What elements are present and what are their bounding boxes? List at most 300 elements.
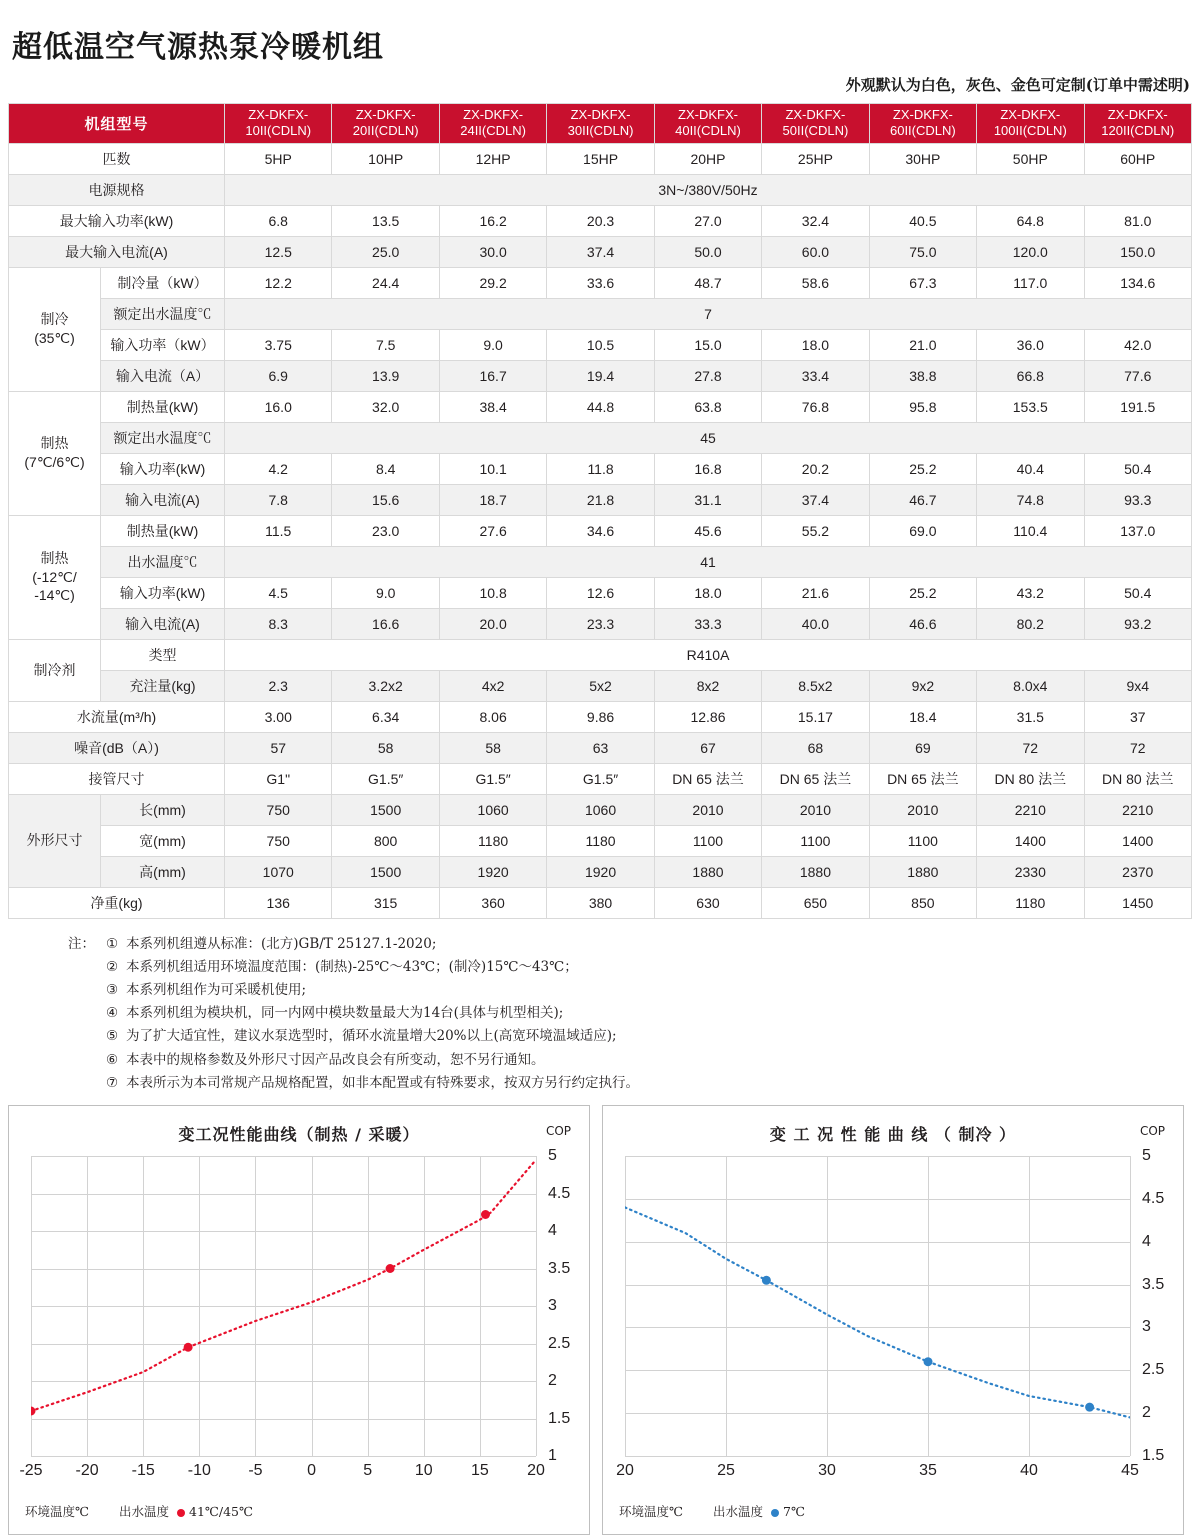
y-tick-label: 2.5 — [548, 1334, 571, 1352]
y-tick-label: 1.5 — [1142, 1447, 1165, 1465]
row-value: DN 65 法兰 — [869, 763, 976, 794]
row-value: 43.2 — [977, 577, 1084, 608]
row-value: 10HP — [332, 143, 439, 174]
table-row — [9, 143, 1192, 174]
table-row — [9, 515, 1192, 546]
row-value: 12HP — [439, 143, 546, 174]
chart-cooling — [602, 1105, 1184, 1535]
row-value: 95.8 — [869, 391, 976, 422]
row-value: DN 80 法兰 — [977, 763, 1084, 794]
row-label: 匹数 — [9, 143, 225, 174]
row-label: 输入电流(A) — [101, 608, 225, 639]
group-label: 制热 (-12℃/ -14℃) — [9, 515, 101, 639]
table-row — [9, 887, 1192, 918]
row-value: 12.5 — [225, 236, 332, 267]
x-tick-label: 15 — [470, 1462, 489, 1480]
y-tick-label: 4 — [1142, 1232, 1151, 1250]
page-subtitle: 外观默认为白色，灰色、金色可定制(订单中需述明) — [845, 76, 1190, 94]
data-point-marker — [386, 1264, 395, 1273]
row-value: 11.5 — [225, 515, 332, 546]
row-value: 12.2 — [225, 267, 332, 298]
row-value: 8.4 — [332, 453, 439, 484]
chart-cooling-xlabel: 环境温度℃ — [619, 1504, 683, 1520]
chart-cooling-footer — [619, 1502, 805, 1520]
spec-sheet-page — [0, 22, 1200, 1520]
table-row — [9, 267, 1192, 298]
y-tick-label: 5 — [1142, 1147, 1151, 1165]
model-name: ZX-DKFX- 30II(CDLN) — [547, 104, 654, 144]
row-value: 50.4 — [1084, 453, 1191, 484]
row-label: 类型 — [101, 639, 225, 670]
row-value: 2210 — [977, 794, 1084, 825]
note-item — [68, 1002, 1192, 1025]
note-lead — [68, 979, 106, 1002]
row-value: DN 65 法兰 — [654, 763, 761, 794]
row-value: 32.4 — [762, 205, 869, 236]
row-value: 63.8 — [654, 391, 761, 422]
row-value: 9.86 — [547, 701, 654, 732]
row-value: 25.0 — [332, 236, 439, 267]
y-tick-label: 1 — [548, 1447, 557, 1465]
row-value: 850 — [869, 887, 976, 918]
row-value: 34.6 — [547, 515, 654, 546]
row-value: 45.6 — [654, 515, 761, 546]
row-value: 136 — [225, 887, 332, 918]
row-value: 32.0 — [332, 391, 439, 422]
y-tick-label: 2 — [548, 1372, 557, 1390]
row-value: 37 — [1084, 701, 1191, 732]
table-row — [9, 608, 1192, 639]
note-text: 本表中的规格参数及外形尺寸因产品改良会有所变动，恕不另行通知。 — [126, 1051, 545, 1068]
row-value: 30HP — [869, 143, 976, 174]
chart-cooling-title: 变 工 况 性 能 曲 线 （ 制冷 ） — [769, 1125, 1017, 1145]
row-value: 6.9 — [225, 360, 332, 391]
row-value: 1920 — [439, 856, 546, 887]
row-value: 18.0 — [762, 329, 869, 360]
row-label: 输入功率（kW） — [101, 329, 225, 360]
note-lead — [68, 1049, 106, 1072]
row-value: 40.0 — [762, 608, 869, 639]
table-row — [9, 360, 1192, 391]
table-row — [9, 732, 1192, 763]
table-row — [9, 422, 1192, 453]
row-value: 1920 — [547, 856, 654, 887]
row-value: 1180 — [547, 825, 654, 856]
row-value: 15.17 — [762, 701, 869, 732]
legend-dot-icon — [177, 1509, 185, 1517]
row-value: G1.5″ — [439, 763, 546, 794]
row-value: 44.8 — [547, 391, 654, 422]
table-row — [9, 484, 1192, 515]
row-value: 40.4 — [977, 453, 1084, 484]
row-value: 25HP — [762, 143, 869, 174]
row-label: 输入功率(kW) — [101, 577, 225, 608]
data-point-marker — [762, 1276, 771, 1285]
charts-row — [8, 1105, 1192, 1535]
row-value: 46.6 — [869, 608, 976, 639]
row-value: 58 — [332, 732, 439, 763]
row-value: 20.2 — [762, 453, 869, 484]
row-label: 额定出水温度℃ — [101, 298, 225, 329]
table-row — [9, 825, 1192, 856]
model-name: ZX-DKFX- 10II(CDLN) — [225, 104, 332, 144]
row-label: 最大输入功率(kW) — [9, 205, 225, 236]
group-label: 制热 (7℃/6℃) — [9, 391, 101, 515]
row-label: 制热量(kW) — [101, 391, 225, 422]
grid-line — [31, 1456, 536, 1457]
row-value: 6.8 — [225, 205, 332, 236]
x-tick-label: 30 — [818, 1462, 836, 1480]
row-value: 23.3 — [547, 608, 654, 639]
row-value: 33.6 — [547, 267, 654, 298]
group-label: 制冷 (35℃) — [9, 267, 101, 391]
row-value: G1" — [225, 763, 332, 794]
data-point-marker — [31, 1407, 36, 1416]
y-tick-label: 4.5 — [548, 1184, 571, 1202]
row-value: 9x2 — [869, 670, 976, 701]
table-row — [9, 763, 1192, 794]
legend-dot-icon — [771, 1509, 779, 1517]
row-value: 4.2 — [225, 453, 332, 484]
data-point-marker — [1085, 1403, 1094, 1412]
row-value: 18.0 — [654, 577, 761, 608]
note-text: 本系列机组为模块机，同一内网中模块数量最大为14台(具体与机型相关); — [126, 1005, 564, 1022]
row-value: 117.0 — [977, 267, 1084, 298]
table-row — [9, 298, 1192, 329]
row-value: 38.4 — [439, 391, 546, 422]
x-tick-label: -10 — [187, 1462, 211, 1480]
row-value-span: 41 — [225, 546, 1192, 577]
model-name: ZX-DKFX- 50II(CDLN) — [762, 104, 869, 144]
row-value: 15.0 — [654, 329, 761, 360]
series-line — [31, 1156, 536, 1456]
chart-cooling-legend-label: 出水温度 — [712, 1504, 763, 1520]
y-tick-label: 4.5 — [1142, 1189, 1165, 1207]
row-value: 16.2 — [439, 205, 546, 236]
row-value: 8.5x2 — [762, 670, 869, 701]
row-value: 13.5 — [332, 205, 439, 236]
row-value: 153.5 — [977, 391, 1084, 422]
row-value: 50.4 — [1084, 577, 1191, 608]
chart-cooling-legend-series: 7℃ — [783, 1504, 805, 1520]
row-label: 电源规格 — [9, 174, 225, 205]
row-value: 1400 — [977, 825, 1084, 856]
y-tick-label: 3.5 — [548, 1259, 571, 1277]
row-value: 16.8 — [654, 453, 761, 484]
row-value: 2210 — [1084, 794, 1191, 825]
row-value: 74.8 — [977, 484, 1084, 515]
row-value: DN 65 法兰 — [762, 763, 869, 794]
model-header: 机组型号 — [9, 104, 225, 144]
row-value: 31.1 — [654, 484, 761, 515]
row-value: 10.8 — [439, 577, 546, 608]
row-label: 高(mm) — [101, 856, 225, 887]
row-value: 8.3 — [225, 608, 332, 639]
row-value: 21.8 — [547, 484, 654, 515]
data-point-marker — [924, 1357, 933, 1366]
row-value: 20HP — [654, 143, 761, 174]
x-tick-label: -20 — [75, 1462, 99, 1480]
row-value: 10.1 — [439, 453, 546, 484]
y-tick-label: 4 — [548, 1222, 557, 1240]
row-value: 93.3 — [1084, 484, 1191, 515]
row-value: 31.5 — [977, 701, 1084, 732]
row-label: 输入电流(A) — [101, 484, 225, 515]
row-value: 2370 — [1084, 856, 1191, 887]
row-value: 46.7 — [869, 484, 976, 515]
note-number: ③ — [106, 981, 119, 998]
row-value: 25.2 — [869, 453, 976, 484]
table-row — [9, 236, 1192, 267]
row-value: 9.0 — [439, 329, 546, 360]
note-number: ④ — [106, 1005, 119, 1022]
table-row — [9, 174, 1192, 205]
y-tick-label: 2 — [1142, 1404, 1151, 1422]
row-value: 650 — [762, 887, 869, 918]
chart-heating-title: 变工况性能曲线（制热 / 采暖） — [178, 1125, 420, 1145]
table-row — [9, 546, 1192, 577]
row-value: 11.8 — [547, 453, 654, 484]
table-row — [9, 856, 1192, 887]
chart-heating-legend-series: 41℃/45℃ — [189, 1504, 253, 1520]
row-value: 29.2 — [439, 267, 546, 298]
model-name: ZX-DKFX- 24II(CDLN) — [439, 104, 546, 144]
row-value: 19.4 — [547, 360, 654, 391]
note-number: ⑥ — [106, 1051, 119, 1068]
row-value: 33.3 — [654, 608, 761, 639]
row-value: 38.8 — [869, 360, 976, 391]
row-value: 37.4 — [762, 484, 869, 515]
row-value: 12.86 — [654, 701, 761, 732]
row-value: 9x4 — [1084, 670, 1191, 701]
row-value: 1500 — [332, 856, 439, 887]
row-value: G1.5″ — [547, 763, 654, 794]
row-value: 27.8 — [654, 360, 761, 391]
row-value: 16.7 — [439, 360, 546, 391]
x-tick-label: -5 — [248, 1462, 263, 1480]
row-label: 净重(kg) — [9, 887, 225, 918]
row-value: 68 — [762, 732, 869, 763]
chart-heating — [8, 1105, 590, 1535]
row-label: 输入电流（A） — [101, 360, 225, 391]
row-value: 72 — [977, 732, 1084, 763]
chart-heating-legend-label: 出水温度 — [118, 1504, 169, 1520]
row-label: 出水温度℃ — [101, 546, 225, 577]
row-value: 2010 — [762, 794, 869, 825]
row-value: 30.0 — [439, 236, 546, 267]
note-lead — [68, 1002, 106, 1025]
row-value: 1100 — [869, 825, 976, 856]
row-value: 1060 — [439, 794, 546, 825]
row-value: 2010 — [654, 794, 761, 825]
row-value: 63 — [547, 732, 654, 763]
y-tick-label: 3 — [1142, 1318, 1151, 1336]
series-line — [625, 1156, 1130, 1456]
page-title: 超低温空气源热泵冷暖机组 — [12, 31, 384, 64]
row-value: G1.5″ — [332, 763, 439, 794]
row-label: 噪音(dB（A）) — [9, 732, 225, 763]
group-label: 外形尺寸 — [9, 794, 101, 887]
row-value: 1100 — [654, 825, 761, 856]
row-value: 55.2 — [762, 515, 869, 546]
row-value-span: 45 — [225, 422, 1192, 453]
table-row — [9, 453, 1192, 484]
row-value: 1880 — [869, 856, 976, 887]
row-value: 60.0 — [762, 236, 869, 267]
table-row — [9, 205, 1192, 236]
table-row — [9, 391, 1192, 422]
row-value: 4x2 — [439, 670, 546, 701]
grid-line — [1130, 1156, 1131, 1456]
row-value: 8x2 — [654, 670, 761, 701]
row-value: 93.2 — [1084, 608, 1191, 639]
row-value: 81.0 — [1084, 205, 1191, 236]
row-label: 长(mm) — [101, 794, 225, 825]
model-name: ZX-DKFX- 120II(CDLN) — [1084, 104, 1191, 144]
chart-heating-plot — [19, 1147, 571, 1480]
row-value: 4.5 — [225, 577, 332, 608]
row-value: 1400 — [1084, 825, 1191, 856]
note-text: 本系列机组作为可采暖机使用; — [126, 981, 307, 998]
row-value-span: 7 — [225, 298, 1192, 329]
table-row — [9, 701, 1192, 732]
row-value: 1070 — [225, 856, 332, 887]
x-tick-label: 40 — [1020, 1462, 1038, 1480]
row-value: 110.4 — [977, 515, 1084, 546]
row-label: 制热量(kW) — [101, 515, 225, 546]
row-value: 69 — [869, 732, 976, 763]
row-value: 1060 — [547, 794, 654, 825]
row-value: 191.5 — [1084, 391, 1191, 422]
note-text: 本表所示为本司常规产品规格配置，如非本配置或有特殊要求，按双方另行约定执行。 — [126, 1074, 639, 1091]
row-value: 67.3 — [869, 267, 976, 298]
note-item — [68, 933, 1192, 956]
grid-line — [536, 1156, 537, 1456]
row-value: 18.7 — [439, 484, 546, 515]
row-value: 12.6 — [547, 577, 654, 608]
row-value: 8.0x4 — [977, 670, 1084, 701]
row-value: 66.8 — [977, 360, 1084, 391]
y-tick-label: 3.5 — [1142, 1275, 1165, 1293]
x-tick-label: 45 — [1121, 1462, 1139, 1480]
row-value: 20.0 — [439, 608, 546, 639]
row-value: 800 — [332, 825, 439, 856]
table-row — [9, 670, 1192, 701]
row-value: 57 — [225, 732, 332, 763]
row-value: 77.6 — [1084, 360, 1191, 391]
note-lead — [68, 956, 106, 979]
note-number: ⑤ — [106, 1028, 119, 1045]
row-value: DN 80 法兰 — [1084, 763, 1191, 794]
row-value: 42.0 — [1084, 329, 1191, 360]
note-text: 为了扩大适宜性，建议水泵选型时，循环水流量增大20%以上(高宽环境温域适应); — [126, 1028, 617, 1045]
table-row — [9, 577, 1192, 608]
x-tick-label: 5 — [363, 1462, 373, 1480]
note-number: ① — [106, 935, 119, 952]
chart-cooling-ylabel: COP — [1139, 1124, 1165, 1139]
chart-heating-ylabel: COP — [545, 1124, 571, 1139]
note-lead — [68, 1072, 106, 1095]
note-item — [68, 1072, 1192, 1095]
row-value: 50HP — [977, 143, 1084, 174]
row-value: 2.3 — [225, 670, 332, 701]
table-row — [9, 329, 1192, 360]
row-value-span: 3N~/380V/50Hz — [225, 174, 1192, 205]
row-value: 15.6 — [332, 484, 439, 515]
note-item — [68, 1049, 1192, 1072]
row-label: 水流量(m³/h) — [9, 701, 225, 732]
row-value: 33.4 — [762, 360, 869, 391]
x-tick-label: 0 — [307, 1462, 316, 1480]
data-point-marker — [481, 1210, 490, 1219]
row-value: 9.0 — [332, 577, 439, 608]
model-name: ZX-DKFX- 40II(CDLN) — [654, 104, 761, 144]
chart-heating-xlabel: 环境温度℃ — [25, 1504, 89, 1520]
row-value: 1500 — [332, 794, 439, 825]
table-header-row — [9, 104, 1192, 144]
row-value: 630 — [654, 887, 761, 918]
note-lead — [68, 1025, 106, 1048]
row-label: 宽(mm) — [101, 825, 225, 856]
row-value: 36.0 — [977, 329, 1084, 360]
row-value: 1450 — [1084, 887, 1191, 918]
row-value: 315 — [332, 887, 439, 918]
row-value: 6.34 — [332, 701, 439, 732]
row-value: 58.6 — [762, 267, 869, 298]
row-value: 18.4 — [869, 701, 976, 732]
note-lead: 注： — [68, 935, 95, 952]
row-label: 充注量(kg) — [101, 670, 225, 701]
row-value: 8.06 — [439, 701, 546, 732]
row-value: 50.0 — [654, 236, 761, 267]
row-value: 750 — [225, 825, 332, 856]
row-value: 16.0 — [225, 391, 332, 422]
y-tick-label: 3 — [548, 1297, 557, 1315]
notes-block — [68, 933, 1192, 1096]
row-label: 额定出水温度℃ — [101, 422, 225, 453]
row-value: 7.8 — [225, 484, 332, 515]
row-value: 58 — [439, 732, 546, 763]
x-tick-label: 35 — [919, 1462, 937, 1480]
row-value: 10.5 — [547, 329, 654, 360]
row-value: 1880 — [654, 856, 761, 887]
chart-heating-footer — [25, 1502, 253, 1520]
table-row — [9, 639, 1192, 670]
model-name: ZX-DKFX- 100II(CDLN) — [977, 104, 1084, 144]
row-value: 69.0 — [869, 515, 976, 546]
row-value: 75.0 — [869, 236, 976, 267]
model-name: ZX-DKFX- 20II(CDLN) — [332, 104, 439, 144]
row-value: 2010 — [869, 794, 976, 825]
row-value: 3.75 — [225, 329, 332, 360]
row-value: 150.0 — [1084, 236, 1191, 267]
row-value: 24.4 — [332, 267, 439, 298]
row-value-span: R410A — [225, 639, 1192, 670]
row-value: 3.2x2 — [332, 670, 439, 701]
row-value: 60HP — [1084, 143, 1191, 174]
y-tick-label: 5 — [548, 1147, 557, 1165]
row-value: 5HP — [225, 143, 332, 174]
y-tick-label: 2.5 — [1142, 1361, 1165, 1379]
row-value: 137.0 — [1084, 515, 1191, 546]
note-number: ② — [106, 958, 119, 975]
row-value: 67 — [654, 732, 761, 763]
row-value: 21.6 — [762, 577, 869, 608]
row-value: 5x2 — [547, 670, 654, 701]
x-tick-label: 20 — [616, 1462, 634, 1480]
note-text: 本系列机组适用环境温度范围：(制热)-25℃～43℃；(制冷)15℃～43℃； — [126, 958, 578, 975]
row-label: 制冷量（kW） — [101, 267, 225, 298]
